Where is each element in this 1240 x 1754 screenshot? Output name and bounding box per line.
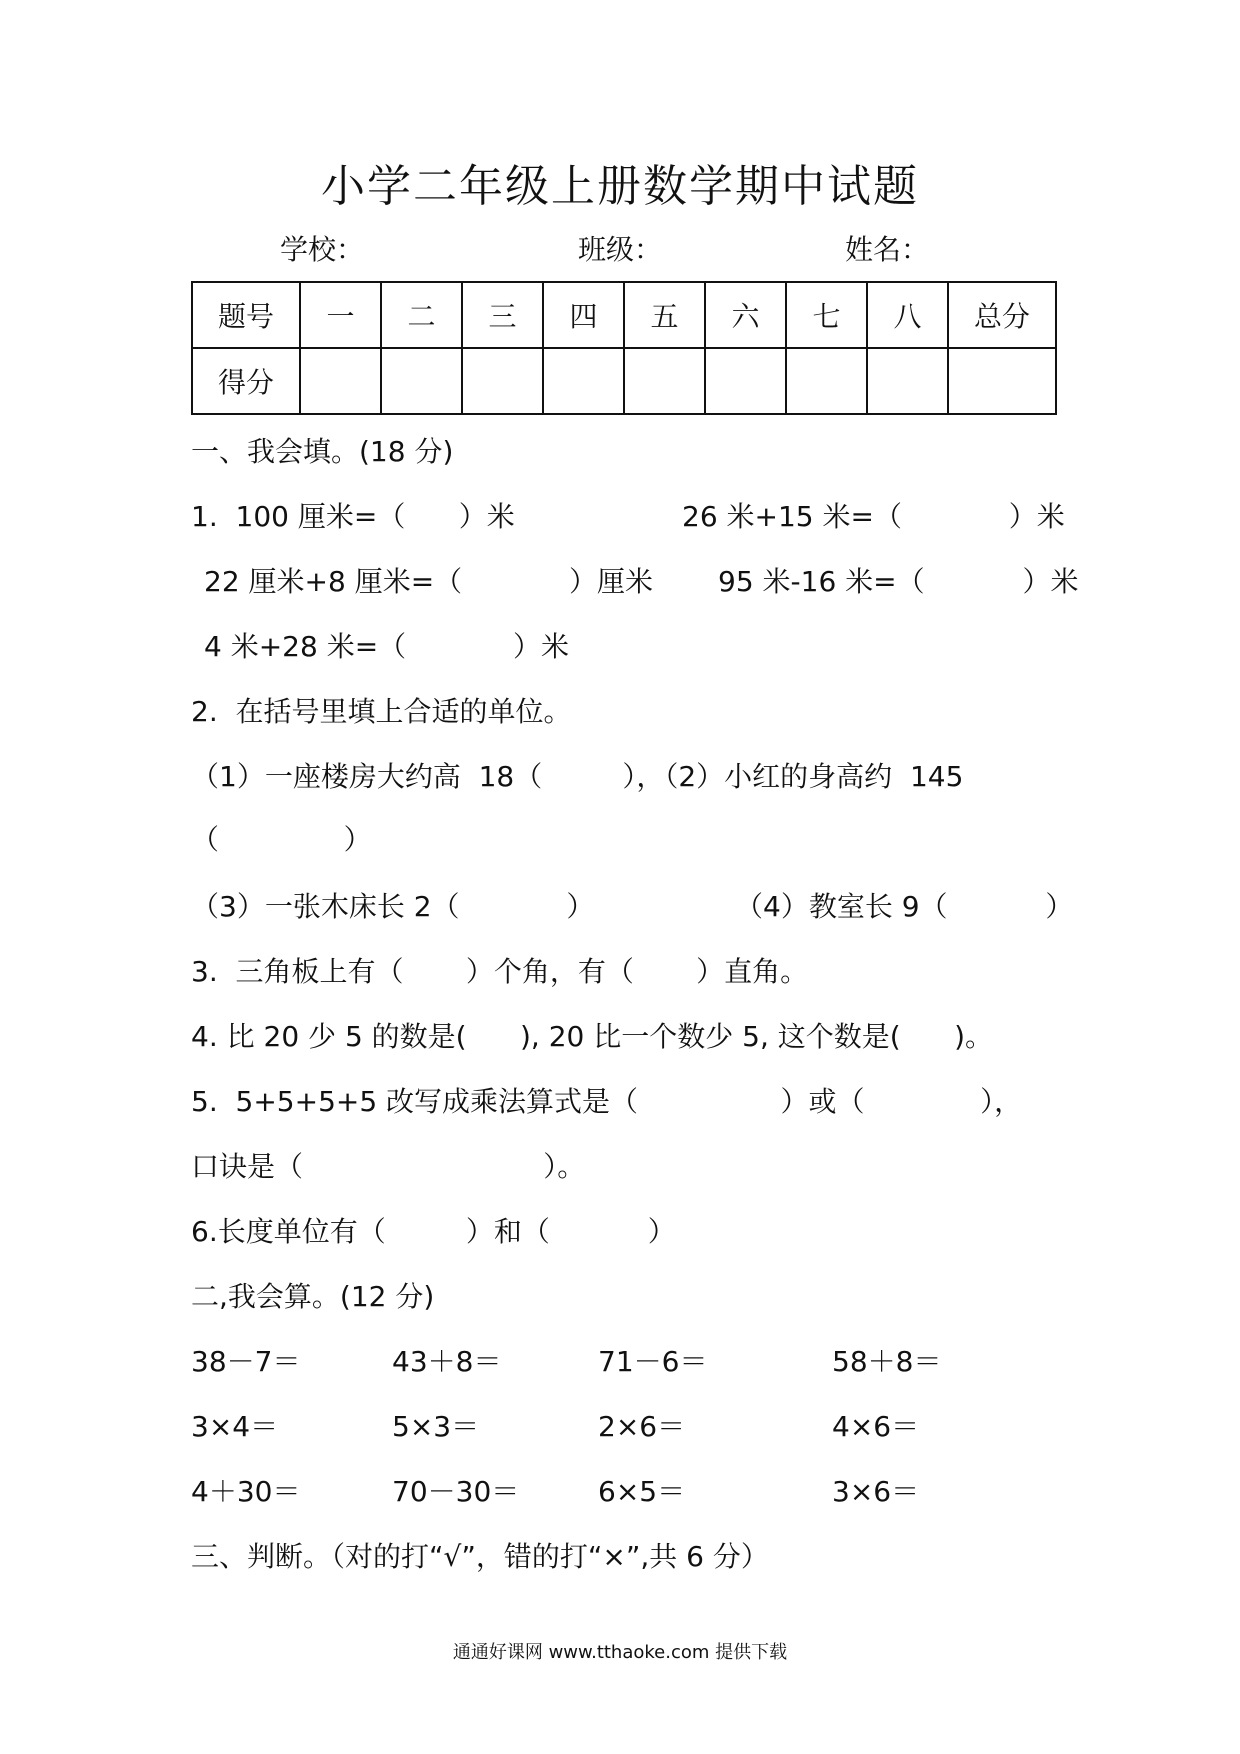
cell-section-2: 二 bbox=[381, 282, 462, 348]
calc-item: 70－30＝ bbox=[392, 1475, 520, 1508]
q5: 5. 5+5+5+5 改写成乘法算式是（ ）或（ ）， bbox=[191, 1085, 1023, 1118]
cell-section-7: 七 bbox=[786, 282, 867, 348]
q2-item-4: （4）教室长 9（ ） bbox=[735, 890, 1074, 923]
q2-item-2-blank: （ ） bbox=[191, 823, 372, 856]
score-input-2[interactable] bbox=[381, 348, 462, 414]
score-input-8[interactable] bbox=[867, 348, 948, 414]
q1-item-a: 1. 100 厘米=（ ）米 bbox=[191, 500, 515, 533]
score-input-7[interactable] bbox=[786, 348, 867, 414]
cell-score-label: 得分 bbox=[192, 348, 300, 414]
calc-item: 3×4＝ bbox=[191, 1410, 279, 1443]
score-input-3[interactable] bbox=[462, 348, 543, 414]
calc-item: 4×6＝ bbox=[832, 1410, 920, 1443]
calc-item: 3×6＝ bbox=[832, 1475, 920, 1508]
name-label: 姓名： bbox=[845, 233, 930, 266]
q2-item-3: （3）一张木床长 2（ ） bbox=[191, 890, 595, 923]
calc-item: 38－7＝ bbox=[191, 1345, 301, 1378]
q2-item-1-2: （1）一座楼房大约高 18（ ），（2）小红的身高约 145 bbox=[191, 760, 964, 793]
q2-prompt: 2. 在括号里填上合适的单位。 bbox=[191, 695, 572, 728]
cell-section-5: 五 bbox=[624, 282, 705, 348]
page-title: 小学二年级上册数学期中试题 bbox=[321, 161, 919, 212]
cell-section-3: 三 bbox=[462, 282, 543, 348]
cell-section-6: 六 bbox=[705, 282, 786, 348]
q1-item-d: 95 米-16 米=（ ）米 bbox=[718, 565, 1079, 598]
school-label: 学校： bbox=[280, 233, 365, 266]
calc-item: 5×3＝ bbox=[392, 1410, 480, 1443]
score-input-6[interactable] bbox=[705, 348, 786, 414]
score-input-total[interactable] bbox=[948, 348, 1056, 414]
footer-source: 通通好课网 www.tthaoke.com 提供下载 bbox=[452, 1642, 788, 1663]
section2-heading: 二,我会算。(12 分) bbox=[191, 1280, 435, 1313]
calc-item: 58＋8＝ bbox=[832, 1345, 942, 1378]
cell-section-8: 八 bbox=[867, 282, 948, 348]
q1-item-b: 26 米+15 米=（ ）米 bbox=[682, 500, 1065, 533]
q6: 6.长度单位有（ ）和（ ） bbox=[191, 1215, 676, 1248]
calc-item: 71－6＝ bbox=[598, 1345, 708, 1378]
section3-heading: 三、判断。（对的打“√”，错的打“×”,共 6 分） bbox=[191, 1540, 769, 1573]
cell-total: 总分 bbox=[948, 282, 1056, 348]
score-input-5[interactable] bbox=[624, 348, 705, 414]
class-label: 班级： bbox=[578, 233, 663, 266]
section1-heading: 一、我会填。(18 分) bbox=[191, 435, 454, 468]
q4: 4. 比 20 少 5 的数是( ), 20 比一个数少 5, 这个数是( )。 bbox=[191, 1020, 994, 1053]
calc-item: 43＋8＝ bbox=[392, 1345, 502, 1378]
q1-item-e: 4 米+28 米=（ ）米 bbox=[204, 630, 569, 663]
cell-section-4: 四 bbox=[543, 282, 624, 348]
calc-item: 6×5＝ bbox=[598, 1475, 686, 1508]
score-table bbox=[191, 281, 1057, 415]
calc-item: 4＋30＝ bbox=[191, 1475, 301, 1508]
q1-item-c: 22 厘米+8 厘米=（ ）厘米 bbox=[204, 565, 653, 598]
calc-item: 2×6＝ bbox=[598, 1410, 686, 1443]
cell-question-number: 题号 bbox=[192, 282, 300, 348]
cell-section-1: 一 bbox=[300, 282, 381, 348]
score-input-1[interactable] bbox=[300, 348, 381, 414]
score-table-header-row bbox=[192, 282, 1056, 348]
q3: 3. 三角板上有（ ）个角，有（ ）直角。 bbox=[191, 955, 809, 988]
q5-mnemonic: 口诀是（ ）。 bbox=[191, 1150, 586, 1183]
score-table-score-row bbox=[192, 348, 1056, 414]
score-input-4[interactable] bbox=[543, 348, 624, 414]
